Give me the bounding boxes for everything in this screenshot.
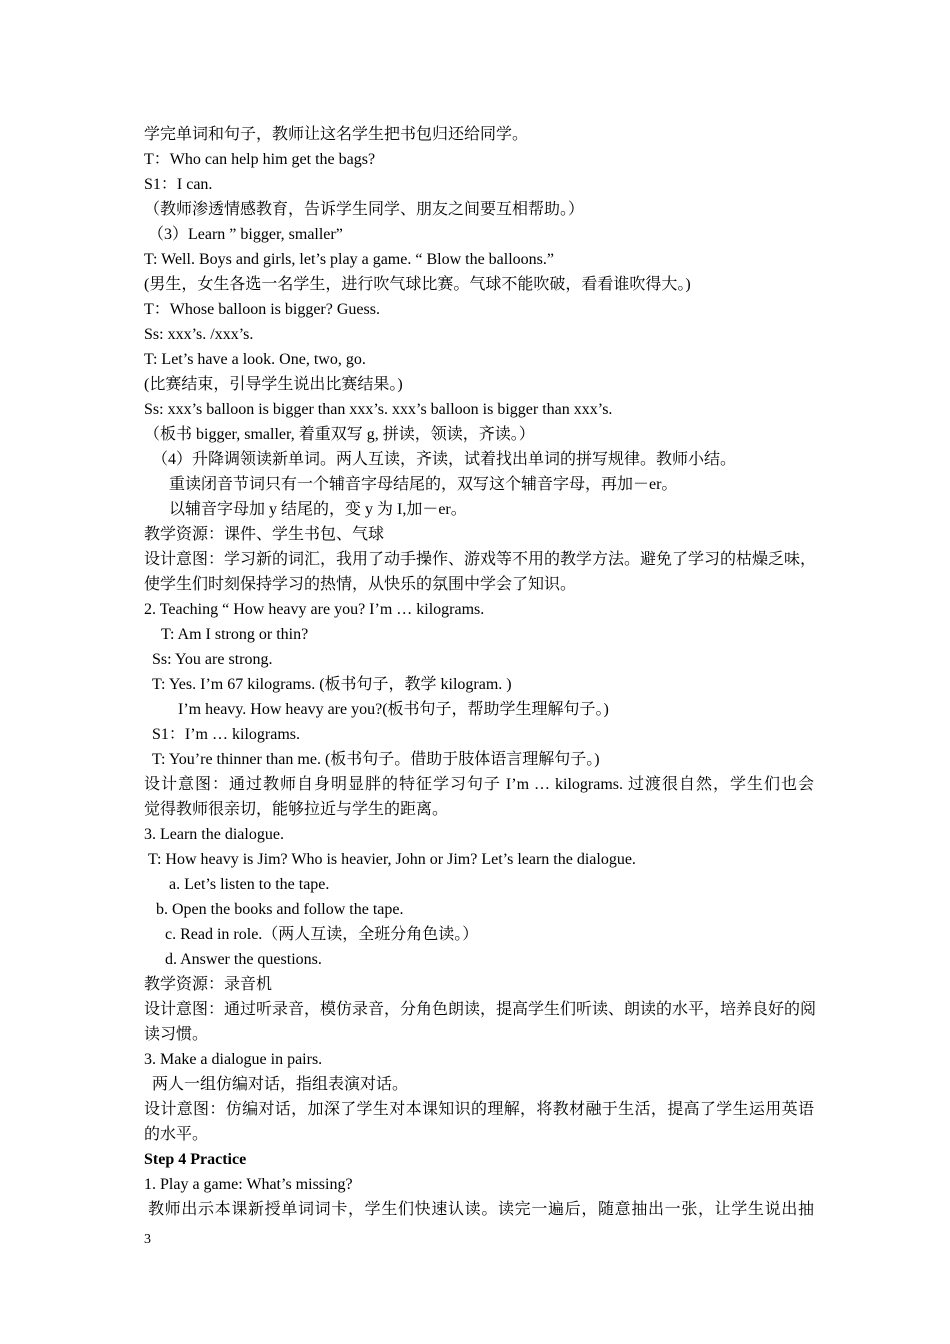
text-line: 设计意图：学习新的词汇，我用了动手操作、游戏等不用的教学方法。避免了学习的枯燥乏味， <box>144 551 817 568</box>
text-line: 学完单词和句子，教师让这名学生把书包归还给同学。 <box>144 126 529 143</box>
text-line: 的水平。 <box>144 1126 209 1143</box>
text-line: 设计意图：仿编对话，加深了学生对本课知识的理解，将教材融于生活，提高了学生运用英语 <box>144 1101 814 1118</box>
text-line: b. Open the books and follow the tape. <box>156 901 404 918</box>
text-line: S1：I’m … kilograms. <box>152 726 300 743</box>
text-line: 3. Learn the dialogue. <box>144 826 284 843</box>
text-line: T: Yes. I’m 67 kilograms. (板书句子，教学 kilogram. ) <box>152 676 512 693</box>
text-line: (比赛结束，引导学生说出比赛结果。) <box>144 376 403 393</box>
text-line: 重读闭音节词只有一个辅音字母结尾的，双写这个辅音字母，再加－er。 <box>169 476 678 493</box>
text-line: I’m heavy. How heavy are you?(板书句子，帮助学生理解句子。) <box>178 701 609 718</box>
text-line: 教师出示本课新授单词词卡，学生们快速认读。读完一遍后，随意抽出一张，让学生说出抽 <box>148 1201 814 1218</box>
text-line: c. Read in role.（两人互读，全班分角色读。） <box>165 926 479 943</box>
text-line: 设计意图：通过听录音，模仿录音，分角色朗读，提高学生们听读、朗读的水平，培养良好的阅 <box>144 1001 817 1018</box>
text-line: 教学资源：课件、学生书包、气球 <box>144 526 385 543</box>
text-line: 2. Teaching “ How heavy are you? I’m … kilograms. <box>144 601 485 618</box>
text-line: T: You’re thinner than me. (板书句子。借助于肢体语言理解句子。) <box>152 751 600 768</box>
text-line: （板书 bigger, smaller, 着重双写 g, 拼读，领读，齐读。） <box>144 426 535 443</box>
text-line: Ss: xxx’s. /xxx’s. <box>144 326 254 343</box>
text-line: T: Am I strong or thin? <box>161 626 309 643</box>
text-line: T: Let’s have a look. One, two, go. <box>144 351 366 368</box>
text-line: 以辅音字母加 y 结尾的，变 y 为 I,加－er。 <box>169 501 467 518</box>
text-line: (男生，女生各选一名学生，进行吹气球比赛。气球不能吹破，看看谁吹得大。) <box>144 276 691 293</box>
text-line: （3）Learn ” bigger, smaller” <box>148 226 343 243</box>
text-line: 3. Make a dialogue in pairs. <box>144 1051 323 1068</box>
text-line: 使学生们时刻保持学习的热情，从快乐的氛围中学会了知识。 <box>144 576 577 593</box>
text-line: 1. Play a game: What’s missing? <box>144 1176 353 1193</box>
text-line: （4）升降调领读新单词。两人互读，齐读，试着找出单词的拼写规律。教师小结。 <box>152 451 737 468</box>
text-line: 觉得教师很亲切，能够拉近与学生的距离。 <box>144 801 449 818</box>
text-line: 教学资源：录音机 <box>144 976 273 993</box>
text-line: T: Well. Boys and girls, let’s play a game. “ Blow the balloons.” <box>144 251 554 268</box>
text-line: Ss: You are strong. <box>152 651 273 668</box>
section-heading: Step 4 Practice <box>144 1151 247 1168</box>
text-line: 两人一组仿编对话，指组表演对话。 <box>152 1076 409 1093</box>
text-line: S1：I can. <box>144 176 213 193</box>
text-line: Ss: xxx’s balloon is bigger than xxx’s. xxx’s balloon is bigger than xxx’s. <box>144 401 613 418</box>
text-line: T：Who can help him get the bags? <box>144 151 376 168</box>
document-body <box>0 122 950 1222</box>
text-line: 设计意图：通过教师自身明显胖的特征学习句子 I’m … kilograms. 过渡很自然，学生们也会 <box>144 776 814 793</box>
text-line: T: How heavy is Jim? Who is heavier, John or Jim? Let’s learn the dialogue. <box>148 851 636 868</box>
page-number: 3 <box>144 1232 151 1247</box>
text-line: a. Let’s listen to the tape. <box>169 876 330 893</box>
text-line: （教师渗透情感教育，告诉学生同学、朋友之间要互相帮助。） <box>144 201 585 218</box>
text-line: T：Whose balloon is bigger? Guess. <box>144 301 380 318</box>
text-line: 读习惯。 <box>144 1026 209 1043</box>
text-line: d. Answer the questions. <box>165 951 322 968</box>
